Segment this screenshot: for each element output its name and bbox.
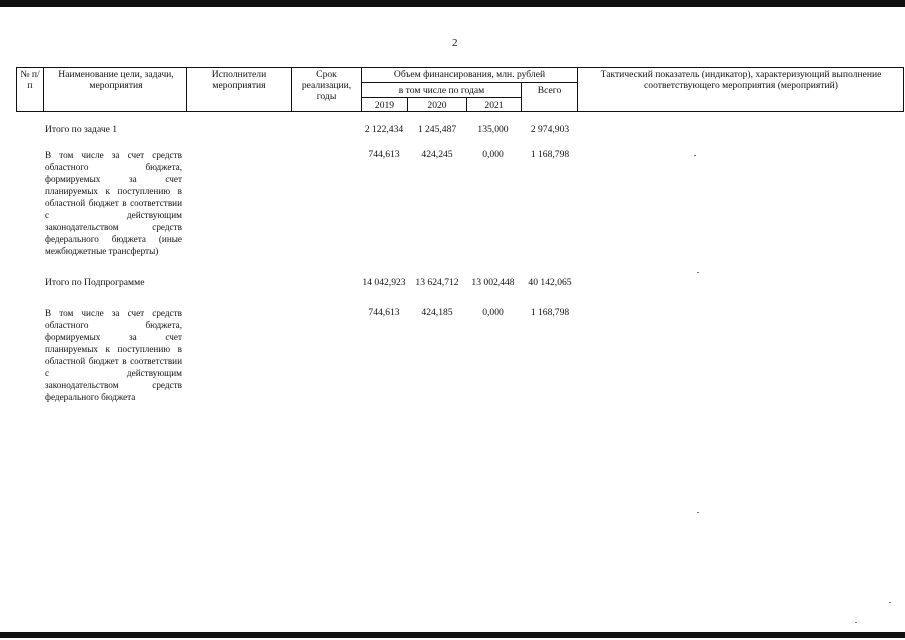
header-year-2021: 2021 [484, 100, 504, 111]
row-value-total: 1 168,798 [530, 307, 570, 318]
scan-speck [697, 272, 699, 273]
header-year-2020: 2020 [427, 100, 447, 111]
row-value-2019: 14 042,923 [362, 277, 406, 288]
row-value-total: 2 974,903 [530, 124, 570, 135]
header-executors: Исполнители мероприятия [211, 69, 267, 91]
header-total: Всего [537, 85, 562, 96]
row-label: В том числе за счет средств областного бюджета, формируемых за счет планируемых к поступлению в областной бюджет в соответствии с действующим законодательством средств федерального бюджета [45, 308, 182, 402]
header-term: Срок реализации, годы [301, 69, 352, 102]
scan-bottom-border [0, 632, 905, 638]
row-value-2020: 1 245,487 [417, 124, 457, 135]
scan-speck [855, 622, 857, 623]
page-number: 2 [452, 37, 458, 49]
row-value-2021: 135,000 [477, 124, 509, 135]
row-value-total: 40 142,065 [528, 277, 572, 288]
row-value-2020: 424,245 [421, 149, 453, 160]
row-value-total: 1 168,798 [530, 149, 570, 160]
scan-speck [889, 602, 891, 603]
header-indicator: Тактический показатель (индикатор), характеризующий выполнение соответствующего мероприятия (мероприятий) [600, 69, 882, 91]
row-label: Итого по Подпрограмме [45, 277, 145, 288]
scan-speck [694, 155, 696, 156]
row-value-2020: 13 624,712 [415, 277, 459, 288]
row-value-2020: 424,185 [421, 307, 453, 318]
scan-top-border [0, 0, 905, 7]
row-label: В том числе за счет средств областного бюджета, формируемых за счет планируемых к поступлению в областной бюджет в соответствии с действующим законодательством средств федерального бюджета (иные межбюджетные трансферты) [45, 150, 182, 256]
row-label: Итого по задаче 1 [45, 124, 118, 135]
row-value-2019: 744,613 [368, 307, 400, 318]
header-name: Наименование цели, задачи, мероприятия [58, 69, 174, 91]
scan-speck [697, 512, 699, 513]
row-value-2021: 13 002,448 [471, 277, 515, 288]
header-num: № п/п [20, 69, 40, 91]
header-financing: Объем финансирования, млн. рублей [393, 69, 546, 80]
header-by-years: в том числе по годам [398, 85, 485, 96]
row-value-2019: 744,613 [368, 149, 400, 160]
row-value-2021: 0,000 [482, 307, 504, 318]
row-value-2021: 0,000 [482, 149, 504, 160]
row-value-2019: 2 122,434 [364, 124, 404, 135]
header-year-2019: 2019 [374, 100, 395, 111]
